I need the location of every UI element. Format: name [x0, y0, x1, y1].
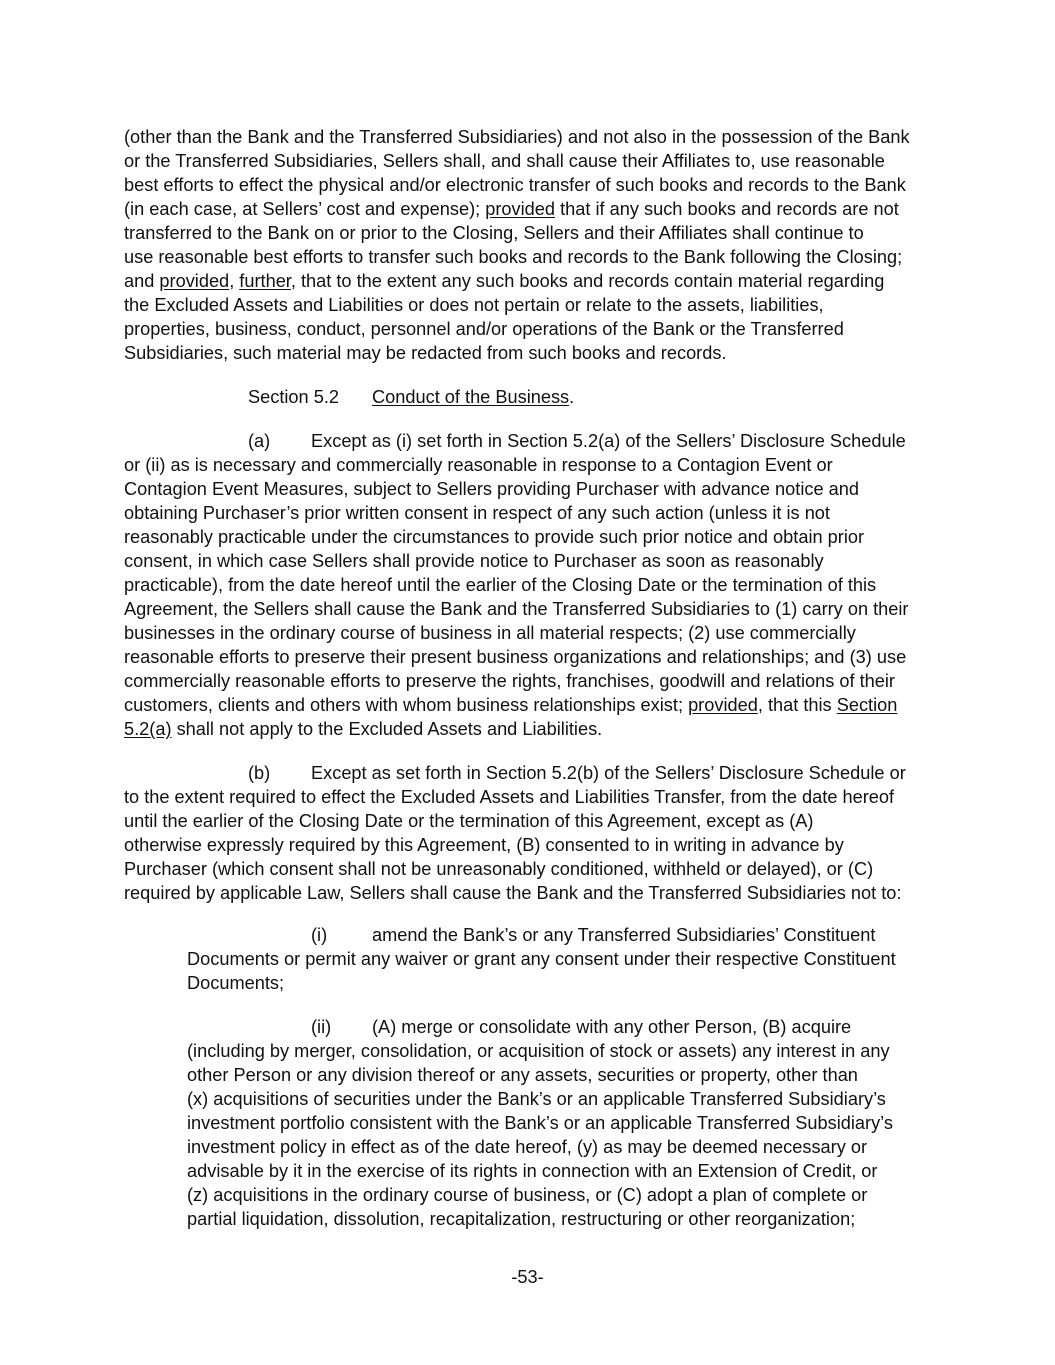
text-segment: .	[569, 387, 575, 407]
section-reference: 5.2(a)	[124, 719, 172, 739]
text-segment: and	[124, 271, 160, 291]
provided-term: provided	[159, 271, 230, 291]
page-number: -53-	[511, 1267, 544, 1287]
text-line: or the Transferred Subsidiaries, Sellers shall, and shall cause their Affiliates to, use reasonable	[124, 151, 885, 171]
paragraph-label-a: (a)	[248, 431, 271, 451]
text-segment: , that this	[757, 695, 837, 715]
text-line: practicable), from the date hereof until the earlier of the Closing Date or the termination of this	[124, 575, 877, 595]
text-line: transferred to the Bank on or prior to the Closing, Sellers and their Affiliates shall continue to	[124, 223, 864, 243]
text-line: properties, business, conduct, personnel and/or operations of the Bank or the Transferred	[124, 319, 844, 339]
text-line: the Excluded Assets and Liabilities or does not pertain or relate to the assets, liabilities,	[124, 295, 824, 315]
text-line: (z) acquisitions in the ordinary course of business, or (C) adopt a plan of complete or	[187, 1185, 868, 1205]
text-line: (other than the Bank and the Transferred Subsidiaries) and not also in the possession of the Bank	[124, 127, 910, 147]
text-line	[124, 197, 899, 221]
paragraph-label-b: (b)	[248, 763, 271, 783]
text-line: Agreement, the Sellers shall cause the Bank and the Transferred Subsidiaries to (1) carry on their	[124, 599, 909, 619]
text-segment: shall not apply to the Excluded Assets and Liabilities.	[171, 719, 603, 739]
text-segment: (in each case, at Sellers’ cost and expense);	[124, 199, 486, 219]
text-line: consent, in which case Sellers shall provide notice to Purchaser as soon as reasonably	[124, 551, 824, 571]
provided-term: provided	[485, 199, 556, 219]
section-title	[372, 385, 574, 409]
text-line	[124, 717, 602, 741]
text-line: until the earlier of the Closing Date or the termination of this Agreement, except as (A)	[124, 811, 814, 831]
text-line: reasonably practicable under the circumstances to provide such prior notice and obtain prior	[124, 527, 865, 547]
text-line: Contagion Event Measures, subject to Sellers providing Purchaser with advance notice and	[124, 479, 859, 499]
clause-label-ii: (ii)	[311, 1017, 332, 1037]
text-line: amend the Bank’s or any Transferred Subsidiaries’ Constituent	[372, 925, 876, 945]
text-line: Purchaser (which consent shall not be unreasonably conditioned, withheld or delayed), or (C)	[124, 859, 874, 879]
text-line: otherwise expressly required by this Agreement, (B) consented to in writing in advance by	[124, 835, 844, 855]
text-line: Except as set forth in Section 5.2(b) of the Sellers’ Disclosure Schedule or	[311, 763, 906, 783]
text-line: investment portfolio consistent with the Bank’s or an applicable Transferred Subsidiary’s	[187, 1113, 893, 1133]
text-line: (x) acquisitions of securities under the Bank’s or an applicable Transferred Subsidiary’s	[187, 1089, 886, 1109]
text-line: or (ii) as is necessary and commercially reasonable in response to a Contagion Event or	[124, 455, 833, 475]
clause-label-i: (i)	[311, 925, 328, 945]
provided-term: provided	[688, 695, 758, 715]
text-line: to the extent required to effect the Excluded Assets and Liabilities Transfer, from the date hereof	[124, 787, 895, 807]
text-line	[124, 693, 897, 717]
text-line: obtaining Purchaser’s prior written consent in respect of any such action (unless it is not	[124, 503, 830, 523]
text-line: investment policy in effect as of the date hereof, (y) as may be deemed necessary or	[187, 1137, 868, 1157]
text-line: commercially reasonable efforts to preserve the rights, franchises, goodwill and relations of their	[124, 671, 895, 691]
text-line: other Person or any division thereof or any assets, securities or property, other than	[187, 1065, 858, 1085]
text-segment: customers, clients and others with whom business relationships exist;	[124, 695, 689, 715]
text-line: Except as (i) set forth in Section 5.2(a) of the Sellers’ Disclosure Schedule	[311, 431, 906, 451]
text-line: partial liquidation, dissolution, recapitalization, restructuring or other reorganization;	[187, 1209, 856, 1229]
section-reference: Section	[836, 695, 898, 715]
text-line: required by applicable Law, Sellers shall cause the Bank and the Transferred Subsidiaries not to:	[124, 883, 902, 903]
text-line: Subsidiaries, such material may be redacted from such books and records.	[124, 343, 727, 363]
text-line: best efforts to effect the physical and/or electronic transfer of such books and records to the Bank	[124, 175, 906, 195]
text-segment: ,	[229, 271, 240, 291]
text-segment: , that to the extent any such books and records contain material regarding	[290, 271, 885, 291]
section-number: Section 5.2	[248, 387, 339, 407]
text-line: reasonable efforts to preserve their present business organizations and relationships; and (3) use	[124, 647, 907, 667]
section-title-text: Conduct of the Business	[372, 387, 570, 407]
text-line: advisable by it in the exercise of its rights in connection with an Extension of Credit, or	[187, 1161, 878, 1181]
text-line: (including by merger, consolidation, or acquisition of stock or assets) any interest in any	[187, 1041, 890, 1061]
text-segment: that if any such books and records are not	[555, 199, 899, 219]
text-line: Documents or permit any waiver or grant any consent under their respective Constituent	[187, 949, 896, 969]
text-line: Documents;	[187, 973, 285, 993]
further-term: further	[239, 271, 291, 291]
text-line: (A) merge or consolidate with any other Person, (B) acquire	[372, 1017, 852, 1037]
text-line: businesses in the ordinary course of business in all material respects; (2) use commercially	[124, 623, 856, 643]
text-line: use reasonable best efforts to transfer such books and records to the Bank following the Closing;	[124, 247, 903, 267]
text-line	[124, 269, 884, 293]
